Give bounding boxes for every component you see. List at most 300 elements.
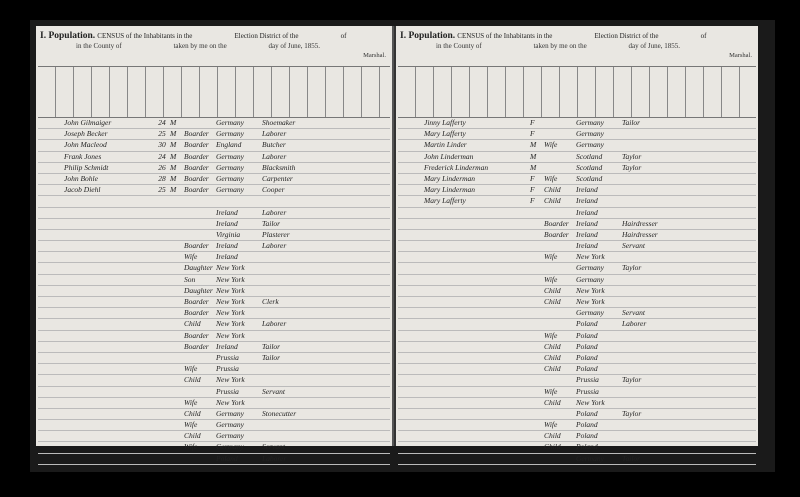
table-cell: M	[170, 118, 177, 127]
table-cell: Germany	[216, 151, 244, 161]
table-cell	[420, 230, 514, 240]
table-row	[38, 308, 390, 319]
table-cell	[154, 331, 170, 341]
table-cell	[170, 263, 184, 273]
table-cell	[398, 442, 420, 452]
table-cell	[544, 241, 576, 251]
table-cell	[530, 353, 544, 363]
table-cell: 30	[158, 140, 166, 150]
table-cell	[544, 263, 576, 273]
table-row	[38, 275, 390, 286]
table-cell	[38, 152, 60, 162]
table-row	[398, 420, 756, 431]
table-cell: Wife	[184, 364, 198, 374]
table-cell: Child	[544, 297, 561, 306]
table-cell	[514, 431, 530, 441]
table-cell	[154, 409, 170, 419]
table-cell	[60, 398, 154, 408]
table-cell	[622, 442, 678, 452]
table-cell	[398, 241, 420, 251]
table-cell: Child	[544, 341, 561, 351]
table-row	[398, 398, 756, 409]
table-cell	[544, 118, 576, 128]
table-cell: Mary Linderman	[424, 185, 476, 195]
table-cell: Ireland	[576, 218, 598, 228]
table-cell	[38, 297, 60, 307]
table-cell	[514, 286, 530, 296]
table-cell	[38, 230, 60, 240]
table-cell: Laborer	[262, 241, 287, 251]
right-taken-label: taken by me on the	[533, 42, 587, 50]
right-county-label: in the County of	[436, 42, 482, 50]
table-cell: Shoemaker	[262, 118, 296, 127]
table-cell: Wife	[544, 140, 558, 150]
table-cell: Germany	[216, 118, 244, 127]
table-cell: M	[170, 129, 177, 139]
table-cell	[60, 431, 154, 441]
left-of-label: of	[340, 32, 347, 40]
table-cell	[60, 319, 154, 329]
table-cell	[398, 152, 420, 162]
table-cell	[398, 286, 420, 296]
table-cell	[622, 297, 678, 307]
table-cell	[514, 308, 530, 318]
table-row	[398, 364, 756, 375]
table-cell: New York	[216, 330, 245, 340]
table-cell: Germany	[216, 129, 244, 139]
table-cell: Martin Linder	[424, 140, 467, 150]
table-cell	[622, 342, 678, 352]
table-row	[38, 420, 390, 431]
table-cell: New York	[216, 297, 245, 306]
table-cell	[60, 409, 154, 419]
table-cell	[170, 308, 184, 318]
right-of-label: of	[700, 32, 707, 40]
table-cell	[398, 208, 420, 218]
table-cell	[420, 387, 514, 397]
left-day-label: day of June, 1855.	[268, 42, 320, 50]
table-cell	[622, 331, 678, 341]
table-cell	[170, 398, 184, 408]
table-cell	[184, 118, 216, 128]
table-cell	[544, 409, 576, 419]
table-cell	[170, 431, 184, 441]
table-cell	[398, 319, 420, 329]
right-page-header	[400, 30, 754, 41]
left-page-header	[40, 30, 388, 41]
table-cell: Tailor	[622, 453, 641, 463]
table-row	[38, 442, 390, 453]
table-cell	[530, 431, 544, 441]
table-cell: 26	[158, 162, 166, 172]
table-row	[398, 409, 756, 420]
table-row	[398, 163, 756, 174]
table-cell: Wife	[184, 252, 198, 262]
table-cell	[530, 375, 544, 385]
table-cell	[420, 454, 514, 464]
table-cell: Ireland	[216, 241, 238, 251]
table-cell: Child	[544, 431, 561, 441]
table-cell: Wife	[184, 442, 198, 452]
table-cell	[38, 129, 60, 139]
table-cell: Wife	[544, 173, 558, 183]
table-cell	[154, 297, 170, 307]
table-cell	[170, 241, 184, 251]
table-row	[38, 219, 390, 230]
table-cell: Frank Jones	[64, 151, 102, 161]
table-cell	[170, 420, 184, 430]
table-cell	[622, 420, 678, 430]
table-cell: Boarder	[184, 140, 209, 150]
table-cell: 25	[158, 129, 166, 139]
table-cell: Servant	[622, 308, 645, 318]
table-cell	[60, 196, 154, 206]
table-cell	[398, 219, 420, 229]
table-row	[398, 208, 756, 219]
table-row	[38, 286, 390, 297]
table-cell	[420, 431, 514, 441]
table-cell: Laborer	[262, 129, 287, 139]
table-cell	[622, 185, 678, 195]
table-cell	[420, 442, 514, 452]
table-cell	[544, 163, 576, 173]
table-cell	[60, 387, 154, 397]
table-cell: Prussia	[216, 386, 239, 396]
table-cell	[170, 196, 184, 206]
table-cell	[398, 140, 420, 150]
table-cell: Tailor	[262, 352, 281, 362]
table-cell	[38, 454, 60, 464]
table-cell	[530, 219, 544, 229]
table-cell	[514, 409, 530, 419]
table-cell: Germany	[216, 442, 244, 452]
table-cell	[262, 263, 318, 273]
table-row	[398, 454, 756, 465]
table-cell: Taylor	[622, 408, 642, 418]
table-cell	[530, 442, 544, 452]
table-cell	[398, 252, 420, 262]
table-cell	[514, 230, 530, 240]
table-cell: Child	[184, 431, 201, 441]
table-cell	[544, 375, 576, 385]
table-cell	[184, 353, 216, 363]
table-cell	[154, 286, 170, 296]
table-cell: New York	[216, 285, 245, 295]
table-cell: Germany	[576, 263, 604, 273]
table-cell	[622, 129, 678, 139]
table-cell: Child	[544, 285, 561, 295]
table-cell	[530, 454, 544, 464]
table-cell: Mary Lafferty	[424, 196, 466, 206]
table-cell: Germany	[576, 453, 604, 463]
table-cell	[38, 387, 60, 397]
table-cell: Poland	[216, 453, 238, 463]
table-cell: New York	[216, 263, 245, 273]
table-cell	[154, 375, 170, 385]
table-row	[398, 252, 756, 263]
table-row	[38, 375, 390, 386]
table-row	[398, 219, 756, 230]
table-cell	[154, 219, 170, 229]
table-cell	[622, 353, 678, 363]
table-row	[38, 364, 390, 375]
table-cell	[420, 353, 514, 363]
table-cell	[544, 454, 576, 464]
table-cell	[38, 364, 60, 374]
table-row	[38, 152, 390, 163]
table-cell: Laborer	[262, 453, 287, 463]
table-cell: Hairdresser	[622, 218, 658, 228]
left-county-label: in the County of	[76, 42, 122, 50]
table-cell	[398, 398, 420, 408]
table-cell	[544, 308, 576, 318]
table-cell	[262, 364, 318, 374]
table-cell	[262, 398, 318, 408]
table-cell: Boarder	[184, 341, 209, 351]
table-cell: John Bohle	[64, 173, 98, 183]
table-cell	[514, 331, 530, 341]
table-cell: Tailor	[262, 218, 281, 228]
table-cell: Clerk	[262, 297, 279, 306]
table-cell	[60, 420, 154, 430]
table-cell	[262, 431, 318, 441]
table-cell: New York	[216, 308, 245, 318]
table-cell	[60, 241, 154, 251]
table-cell: Prussia	[576, 375, 599, 385]
table-cell	[60, 297, 154, 307]
table-cell: Wife	[544, 420, 558, 430]
table-row	[398, 140, 756, 151]
table-cell: Germany	[216, 408, 244, 418]
table-row	[398, 297, 756, 308]
table-cell	[170, 286, 184, 296]
table-cell	[170, 387, 184, 397]
table-cell: M	[530, 140, 537, 150]
table-cell: F	[530, 129, 535, 139]
table-row	[38, 252, 390, 263]
table-cell	[170, 442, 184, 452]
table-cell	[38, 185, 60, 195]
table-cell	[622, 140, 678, 150]
table-cell	[154, 442, 170, 452]
table-cell	[60, 230, 154, 240]
table-cell: Prussia	[216, 364, 239, 374]
table-cell: Laborer	[262, 207, 287, 217]
table-cell	[398, 331, 420, 341]
table-cell: Poland	[576, 319, 598, 329]
table-cell	[60, 286, 154, 296]
table-row	[398, 387, 756, 398]
table-cell: New York	[576, 397, 605, 407]
table-cell	[622, 387, 678, 397]
table-cell	[38, 140, 60, 150]
table-cell	[60, 263, 154, 273]
table-cell: Germany	[216, 162, 244, 172]
left-census-label: CENSUS of the Inhabitants in the	[97, 32, 193, 40]
table-cell	[38, 398, 60, 408]
table-cell	[262, 420, 318, 430]
table-cell	[530, 364, 544, 374]
table-row	[398, 241, 756, 252]
table-row	[398, 152, 756, 163]
table-cell: M	[170, 173, 177, 183]
table-cell	[60, 331, 154, 341]
table-cell	[184, 208, 216, 218]
table-row	[398, 129, 756, 140]
table-cell	[38, 286, 60, 296]
table-cell	[622, 398, 678, 408]
table-cell: F	[530, 196, 535, 206]
table-cell	[398, 431, 420, 441]
table-cell	[38, 420, 60, 430]
table-cell	[154, 230, 170, 240]
table-row	[398, 442, 756, 453]
table-cell	[398, 454, 420, 464]
table-cell: Daughter	[184, 285, 213, 295]
table-cell	[170, 342, 184, 352]
table-cell	[622, 174, 678, 184]
table-cell	[154, 342, 170, 352]
table-cell	[398, 230, 420, 240]
table-cell: Ireland	[576, 185, 598, 195]
table-cell	[514, 219, 530, 229]
table-cell: Servant	[262, 386, 285, 396]
table-cell	[60, 375, 154, 385]
table-cell: Germany	[216, 431, 244, 441]
table-cell	[38, 174, 60, 184]
table-cell	[420, 364, 514, 374]
right-census-rows	[398, 118, 756, 463]
table-cell: F	[530, 185, 535, 195]
table-row	[398, 118, 756, 129]
left-page-subheader	[76, 42, 388, 50]
table-cell	[420, 319, 514, 329]
table-cell	[420, 409, 514, 419]
table-cell: Ireland	[216, 341, 238, 351]
table-cell	[514, 152, 530, 162]
table-cell: Plasterer	[262, 229, 290, 239]
table-cell	[60, 275, 154, 285]
table-cell	[154, 241, 170, 251]
table-cell	[530, 342, 544, 352]
table-cell: Jacob Diehl	[64, 185, 101, 195]
table-cell	[170, 375, 184, 385]
table-cell: Wife	[544, 274, 558, 284]
table-cell	[544, 152, 576, 162]
table-cell	[514, 297, 530, 307]
left-taken-label: taken by me on the	[173, 42, 227, 50]
table-row	[38, 353, 390, 364]
table-row	[38, 454, 390, 465]
table-cell	[514, 263, 530, 273]
table-cell	[60, 252, 154, 262]
table-cell: New York	[216, 397, 245, 407]
table-cell	[170, 208, 184, 218]
table-cell: M	[170, 185, 177, 195]
table-cell	[398, 263, 420, 273]
table-cell	[514, 442, 530, 452]
table-cell	[420, 308, 514, 318]
table-row	[38, 185, 390, 196]
table-cell: Taylor	[622, 162, 642, 172]
table-row	[38, 431, 390, 442]
table-cell	[530, 252, 544, 262]
table-cell	[514, 319, 530, 329]
table-cell	[154, 454, 170, 464]
table-cell: M	[170, 151, 177, 161]
table-cell	[420, 375, 514, 385]
table-cell: Wife	[184, 397, 198, 407]
table-cell	[398, 174, 420, 184]
table-cell	[530, 398, 544, 408]
table-cell	[38, 409, 60, 419]
table-cell	[184, 230, 216, 240]
table-cell	[420, 263, 514, 273]
right-census-label: CENSUS of the Inhabitants in the	[457, 32, 553, 40]
table-cell	[398, 375, 420, 385]
table-cell: Poland	[576, 408, 598, 418]
table-cell: 25	[158, 185, 166, 195]
table-cell	[38, 442, 60, 452]
table-cell: New York	[216, 319, 245, 329]
table-cell: Prussia	[576, 386, 599, 396]
table-cell: Ireland	[576, 207, 598, 217]
table-cell: Poland	[576, 352, 598, 362]
table-cell	[420, 252, 514, 262]
table-cell: England	[216, 140, 242, 150]
table-row	[38, 387, 390, 398]
table-cell	[420, 297, 514, 307]
table-cell	[622, 196, 678, 206]
table-cell	[38, 196, 60, 206]
table-cell	[514, 398, 530, 408]
table-cell: Son	[184, 274, 196, 284]
table-cell	[398, 297, 420, 307]
table-cell: Stonecutter	[262, 408, 297, 418]
table-cell: Laborer	[262, 151, 287, 161]
table-cell	[514, 241, 530, 251]
table-cell: John Linderman	[424, 151, 474, 161]
table-cell: New York	[576, 285, 605, 295]
table-row	[398, 174, 756, 185]
table-cell: John Gilmaiger	[64, 118, 112, 127]
table-cell	[514, 208, 530, 218]
table-row	[38, 241, 390, 252]
table-cell: M	[170, 140, 177, 150]
table-cell: 24	[158, 118, 166, 127]
table-cell: F	[530, 118, 535, 127]
table-cell	[38, 275, 60, 285]
table-cell	[184, 387, 216, 397]
table-cell	[420, 286, 514, 296]
left-marshal-label: Marshal.	[363, 52, 386, 59]
table-cell	[420, 219, 514, 229]
table-cell: Poland	[576, 330, 598, 340]
table-cell	[170, 331, 184, 341]
table-cell: New York	[216, 274, 245, 284]
table-row	[398, 286, 756, 297]
table-cell	[38, 241, 60, 251]
table-cell: Boarder	[544, 229, 569, 239]
table-cell	[530, 286, 544, 296]
table-cell: John Macleod	[64, 140, 107, 150]
table-cell	[398, 342, 420, 352]
table-cell	[154, 431, 170, 441]
table-cell	[38, 118, 60, 128]
table-cell	[60, 353, 154, 363]
table-cell: Child	[544, 442, 561, 452]
table-cell: New York	[216, 375, 245, 385]
